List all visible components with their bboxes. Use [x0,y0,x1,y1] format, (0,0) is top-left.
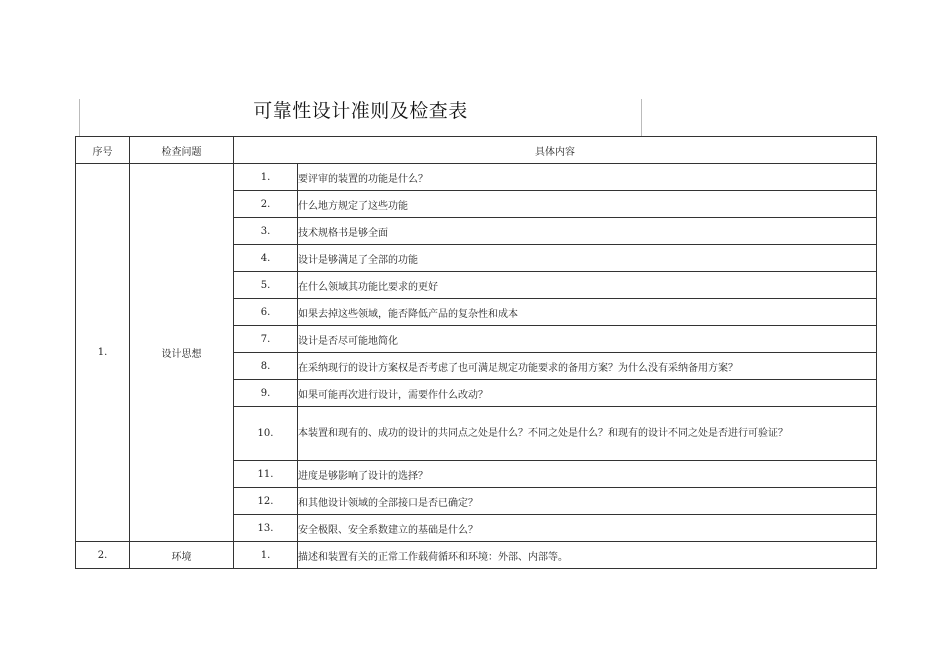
header-row [76,137,877,164]
item-number: 2. [234,191,298,218]
item-text: 如果可能再次进行设计，需要作什么改动？ [298,380,877,407]
item-number: 6. [234,299,298,326]
item-number: 10. [234,407,298,461]
section-question: 设计思想 [130,164,234,542]
section-index: 2. [76,542,130,569]
item-text: 设计是够满足了全部的功能 [298,245,877,272]
item-text: 设计是否尽可能地简化 [298,326,877,353]
item-text: 在什么领域其功能比要求的更好 [298,272,877,299]
section-question: 环境 [130,542,234,569]
item-number: 7. [234,326,298,353]
document-title: 可靠性设计准则及检查表 [253,100,468,122]
item-number: 5. [234,272,298,299]
item-number: 1. [234,164,298,191]
table-row [76,164,877,191]
item-text: 描述和装置有关的正常工作载荷循环和环境：外部、内部等。 [298,542,877,569]
item-text: 技术规格书是够全面 [298,218,877,245]
table-row [76,542,877,569]
item-text: 在采纳现行的设计方案权是否考虑了也可满足规定功能要求的备用方案？为什么没有采纳备用方案？ [298,353,877,380]
item-text: 如果去掉这些领域，能否降低产品的复杂性和成本 [298,299,877,326]
item-number: 1. [234,542,298,569]
header-content: 具体内容 [234,137,877,164]
item-number: 8. [234,353,298,380]
item-text: 安全极限、安全系数建立的基础是什么？ [298,515,877,542]
checklist-table [75,136,877,569]
title-box [79,99,642,136]
header-index: 序号 [76,137,130,164]
item-number: 4. [234,245,298,272]
item-text: 要评审的装置的功能是什么？ [298,164,877,191]
item-number: 3. [234,218,298,245]
item-number: 11. [234,461,298,488]
header-question: 检查问题 [130,137,234,164]
item-number: 13. [234,515,298,542]
section-index: 1. [76,164,130,542]
item-text: 什么地方规定了这些功能 [298,191,877,218]
item-number: 12. [234,488,298,515]
item-number: 9. [234,380,298,407]
item-text: 本装置和现有的、成功的设计的共同点之处是什么？不同之处是什么？和现有的设计不同之处是否进行可验证？ [298,407,877,461]
item-text: 和其他设计领域的全部接口是否已确定？ [298,488,877,515]
item-text: 进度是够影响了设计的选择？ [298,461,877,488]
